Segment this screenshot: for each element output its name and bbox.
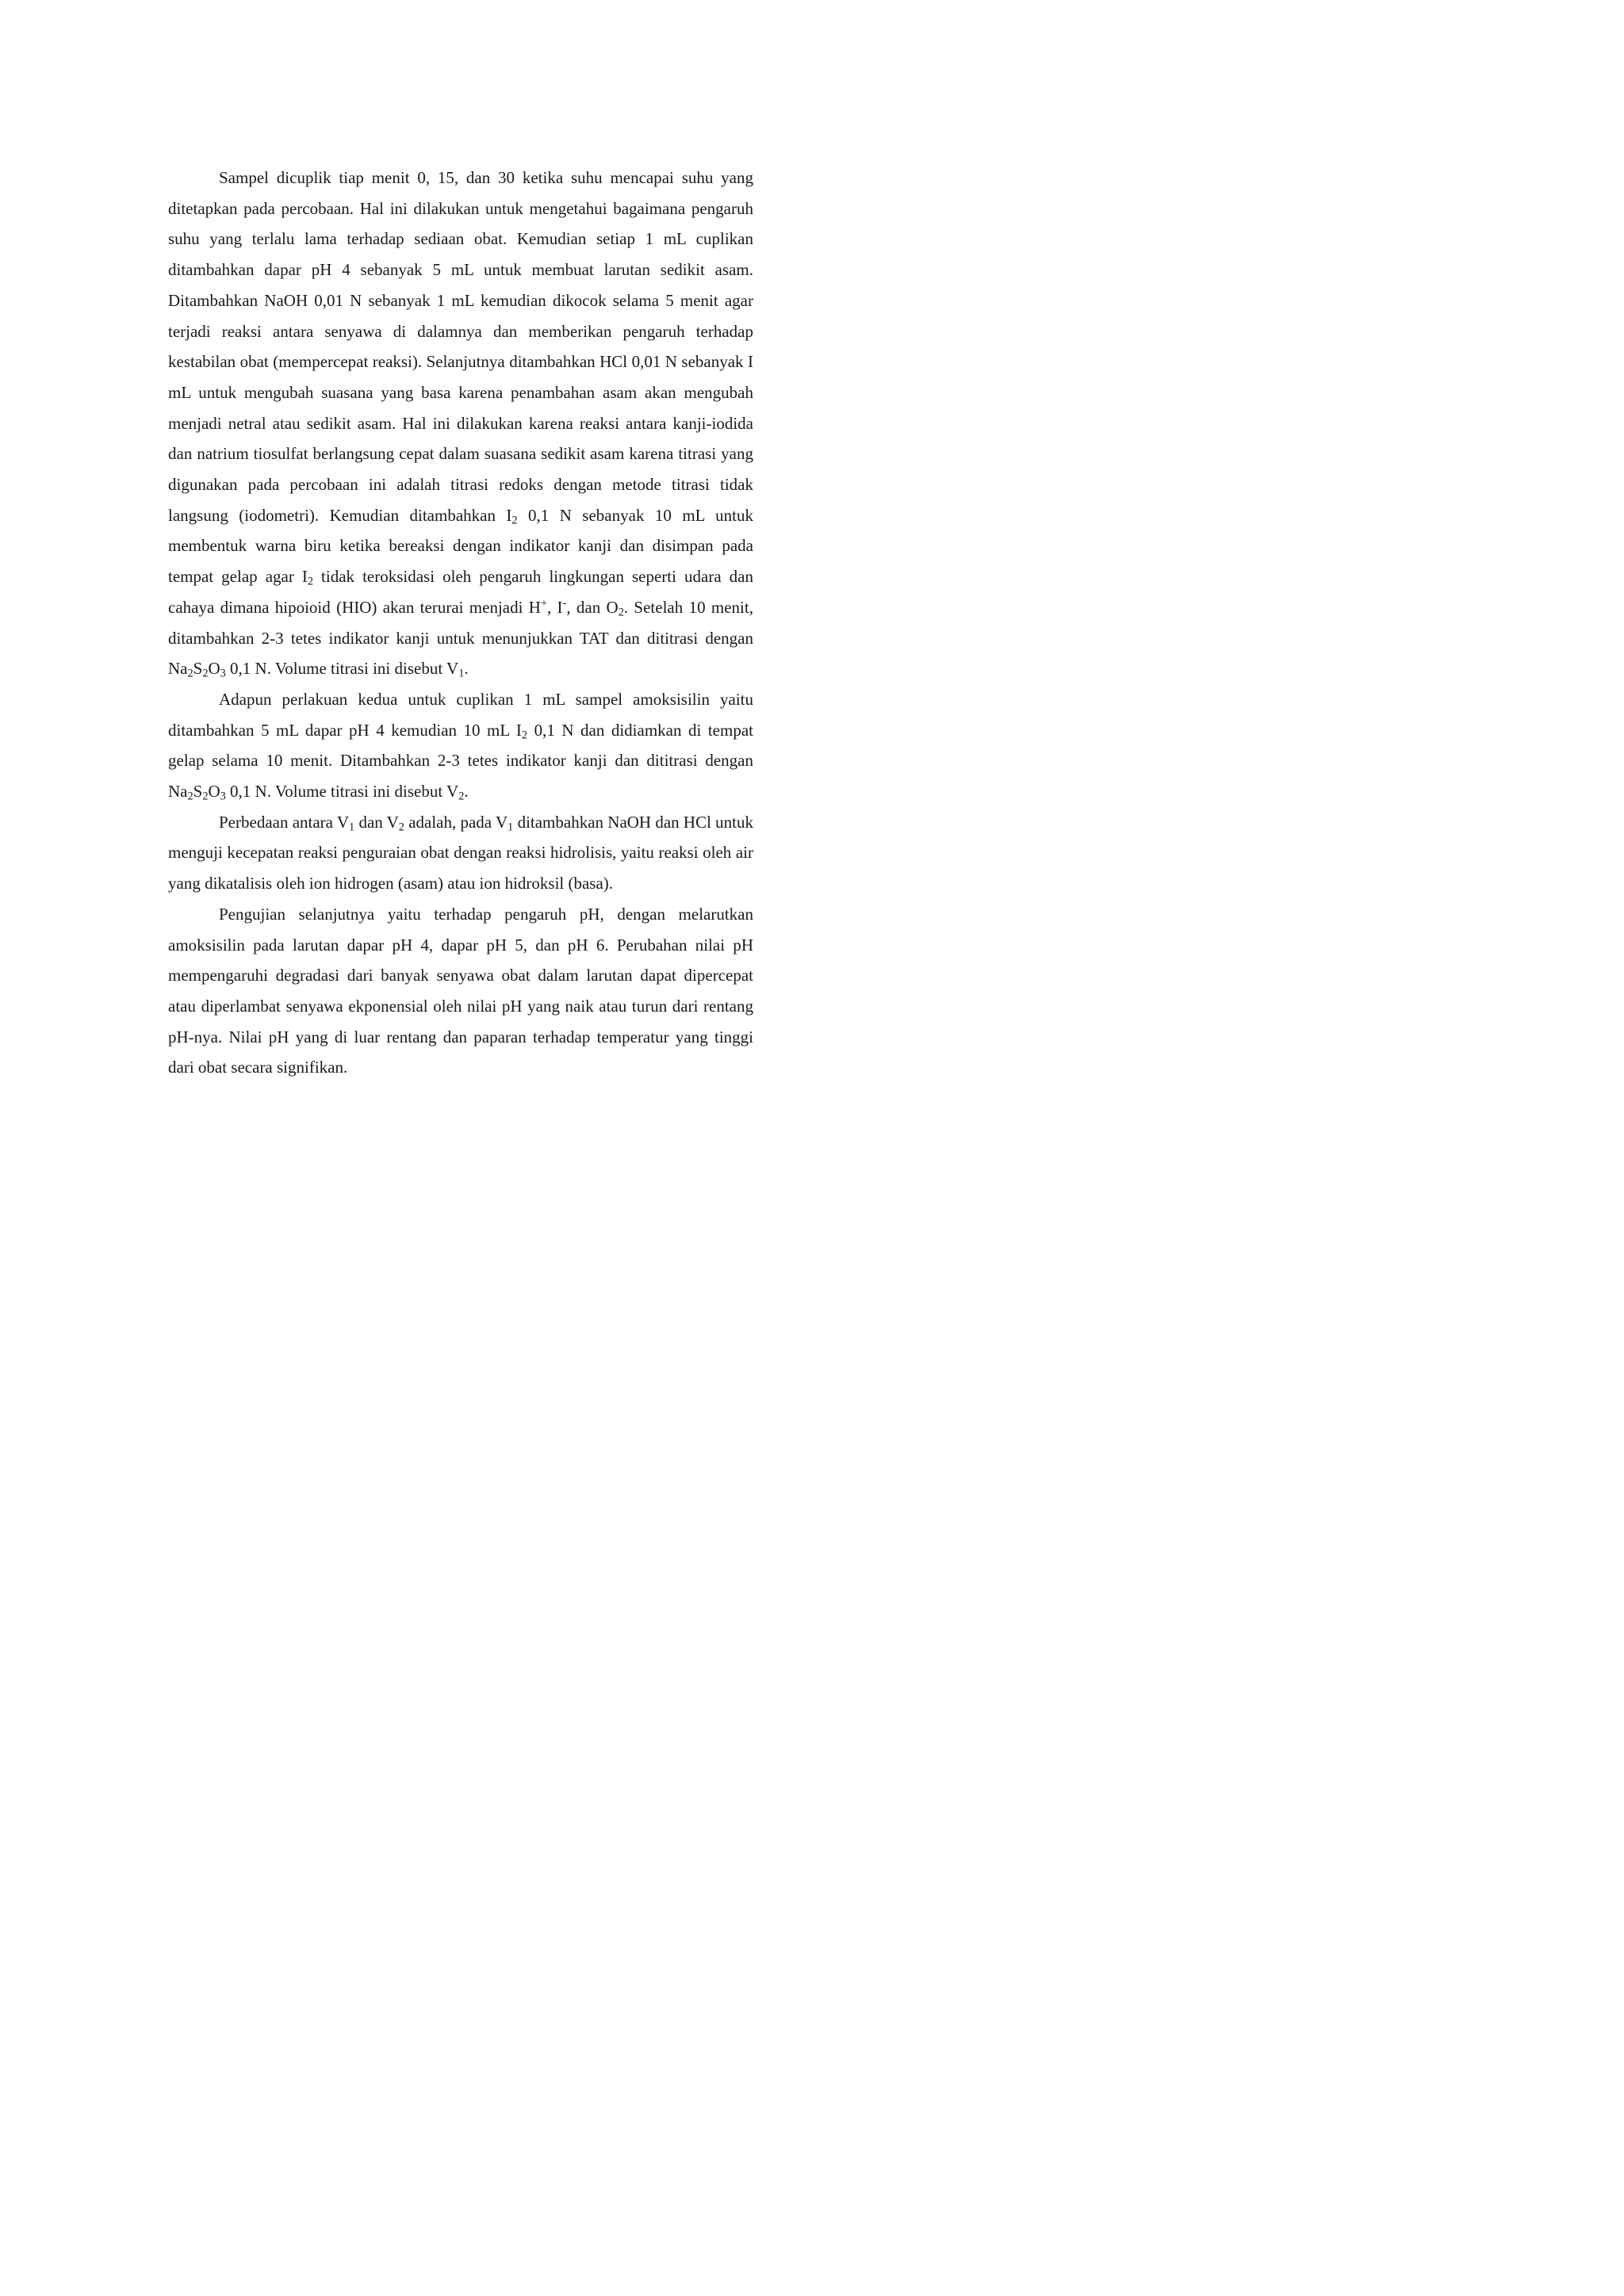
text-run: tidak teroksidasi oleh pengaruh lingkungan seperti udara dan cahaya dimana hipoioid (HIO) akan terurai menjadi H [168,567,754,617]
text-run: Sampel dicuplik tiap menit 0, 15, dan 30 ketika suhu mencapai suhu yang ditetapkan pada percobaan. Hal ini dilakukan untuk mengetahui bagaimana pengaruh suhu yang terlalu lama terhadap sediaan obat. Kemudian setiap 1 mL cuplikan ditambahkan dapar pH 4 sebanyak 5 mL untuk membuat larutan sedikit asam. Ditambahkan NaOH 0,01 N sebanyak 1 mL kemudian dikocok selama 5 menit agar terjadi reaksi antara senyawa di dalamnya dan memberikan pengaruh terhadap kestabilan obat (mempercepat reaksi). Selanjutnya ditambahkan HCl 0,01 N sebanyak I mL untuk mengubah suasana yang basa karena penambahan asam akan mengubah menjadi netral atau sedikit asam. Hal ini dilakukan karena reaksi antara kanji-iodida dan natrium tiosulfat berlangsung cepat dalam suasana sedikit asam karena titrasi yang digunakan pada percobaan ini adalah titrasi redoks dengan metode titrasi tidak langsung (iodometri). Kemudian ditambahkan I [168,168,753,525]
superscript: - [562,597,567,610]
text-run: Perbedaan antara V [219,812,350,832]
subscript: 2 [618,606,624,619]
text-run: 0,1 N. Volume titrasi ini disebut V [225,782,459,802]
text-run: dan V [354,812,399,832]
text-run: , dan O [566,597,619,617]
subscript: 2 [398,821,404,834]
paragraph [168,163,753,684]
subscript: 2 [458,790,465,803]
subscript: 3 [220,667,226,680]
text-run: O [208,659,220,679]
text-run: S [193,782,203,802]
text-run: S [193,659,203,679]
subscript: 3 [220,790,226,803]
paragraph [168,684,753,807]
subscript: 2 [187,790,193,803]
text-run: Adapun perlakuan kedua untuk cuplikan 1 mL sampel amoksisilin yaitu ditambahkan 5 mL dapar pH 4 kemudian 10 mL I [168,689,753,740]
subscript: 2 [511,514,518,527]
text-run: ditambahkan NaOH dan HCl untuk menguji kecepatan reaksi penguraian obat dengan reaksi hidrolisis, yaitu reaksi oleh air yang dikatalisis oleh ion hidrogen (asam) atau ion hidroksil (basa). [168,812,754,894]
subscript: 1 [349,821,355,834]
text-run: 0,1 N sebanyak 10 mL untuk membentuk warna biru ketika bereaksi dengan indikator kanji dan disimpan pada tempat gelap agar I [168,505,753,587]
superscript: + [540,597,547,610]
subscript: 2 [307,575,314,588]
paragraph [168,807,753,899]
subscript: 2 [202,790,209,803]
text-run: 0,1 N dan didiamkan di tempat gelap selama 10 menit. Ditambahkan 2-3 tetes indikator kanji dan dititrasi dengan Na [168,720,753,802]
subscript: 2 [521,729,528,742]
subscript: 2 [202,667,209,680]
text-run: . Setelah 10 menit, ditambahkan 2-3 tetes indikator kanji untuk menunjukkan TAT dan dititrasi dengan Na [168,597,753,679]
text-run: , I [546,597,563,617]
text-run: O [208,782,220,802]
text-run: Pengujian selanjutnya yaitu terhadap pengaruh pH, dengan melarutkan amoksisilin pada larutan dapar pH 4, dapar pH 5, dan pH 6. Perubahan nilai pH mempengaruhi degradasi dari banyak senyawa obat dalam larutan dapat dipercepat atau diperlambat senyawa ekponensial oleh nilai pH yang naik atau turun dari rentang pH-nya. Nilai pH yang di luar rentang dan paparan terhadap temperatur yang tinggi dari obat secara signifikan. [168,904,753,1077]
subscript: 2 [187,667,193,680]
document-body [168,163,753,1083]
text-run: . [464,659,469,679]
subscript: 1 [458,667,465,680]
paragraph [168,899,753,1083]
text-run: 0,1 N. Volume titrasi ini disebut V [225,659,459,679]
subscript: 1 [508,821,514,834]
text-run: . [464,782,469,802]
document-page [0,0,872,1234]
text-run: adalah, pada V [404,812,508,832]
